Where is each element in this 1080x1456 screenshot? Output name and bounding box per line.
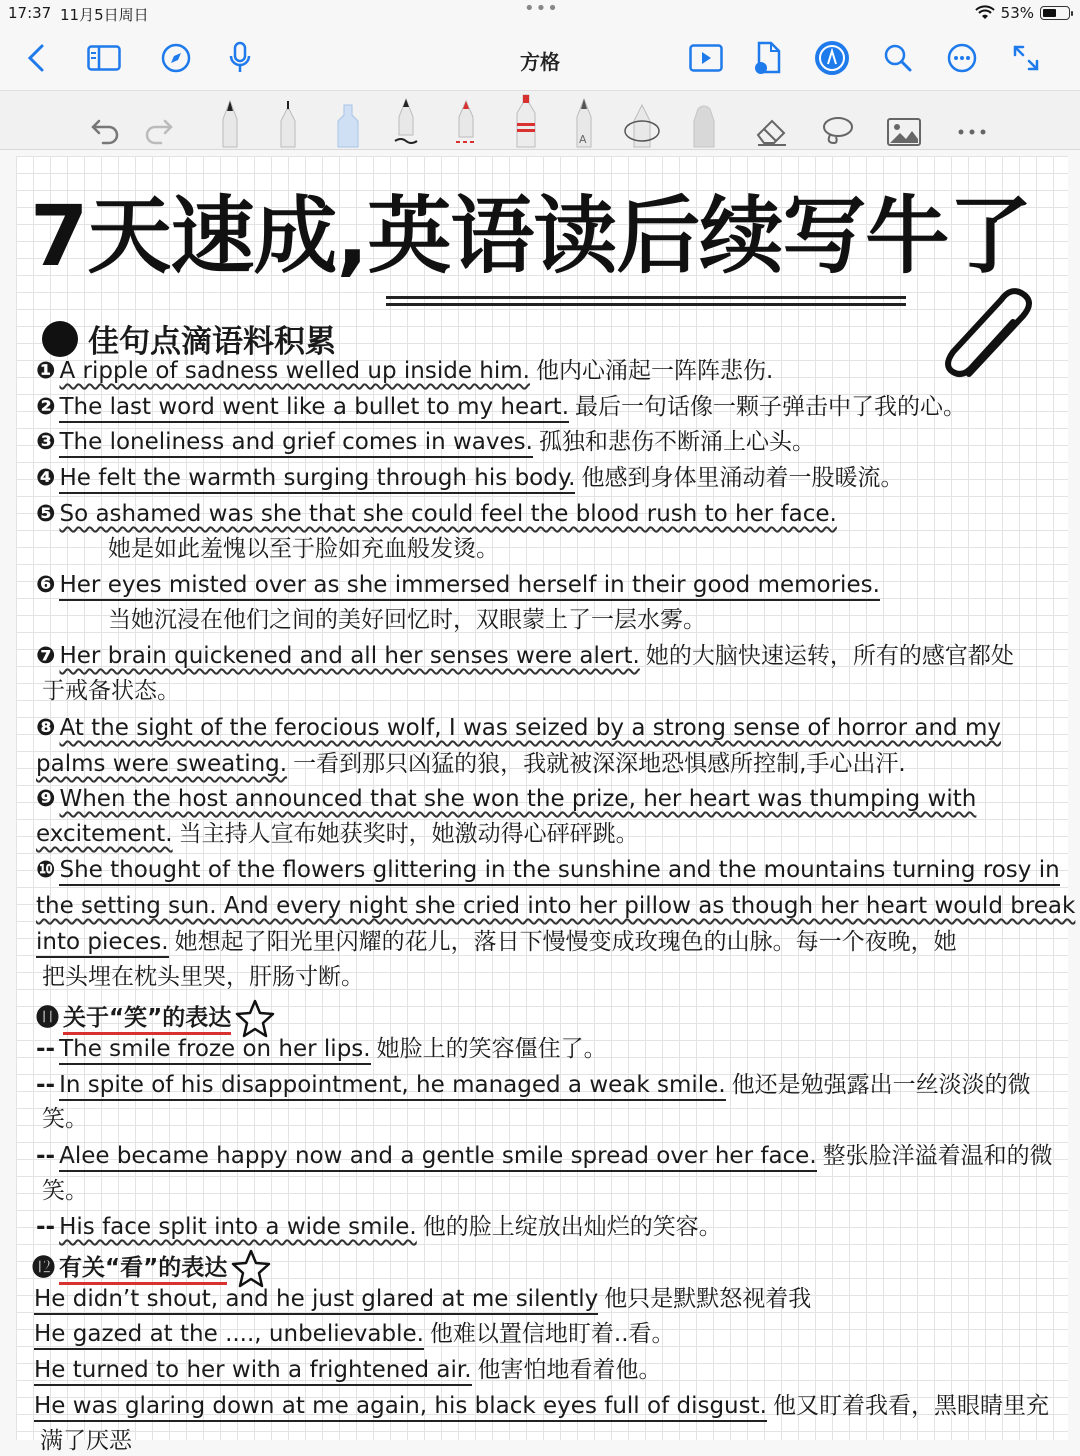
note-line (34, 1284, 811, 1314)
english-sentence: The last word went like a bullet to my heart. (59, 394, 569, 423)
line-number: ⓬ (32, 1254, 55, 1281)
search-icon[interactable] (880, 40, 916, 76)
note-line (34, 1426, 132, 1456)
english-sentence: excitement. (36, 821, 173, 847)
english-sentence: So ashamed was she that she could feel the blood rush to her face. (59, 501, 837, 527)
chinese-translation: 他内心涌起一阵阵悲伤. (535, 358, 774, 384)
note-page[interactable] (16, 156, 1076, 1454)
section-heading (42, 316, 336, 361)
note-line (36, 998, 275, 1038)
line-number: ⓫ (36, 1004, 59, 1031)
undo-icon[interactable] (86, 95, 126, 147)
note-line (36, 927, 957, 957)
note-line (34, 1355, 662, 1385)
chinese-translation: 他害怕地看着他。 (477, 1357, 662, 1383)
toolbar-more-icon[interactable] (952, 95, 992, 147)
chinese-translation: 他的脸上绽放出灿烂的笑容。 (422, 1214, 722, 1240)
note-line (36, 891, 1075, 921)
note-line (36, 1070, 1031, 1100)
note-line (36, 392, 966, 422)
wifi-icon (975, 6, 995, 20)
svg-text:A: A (579, 133, 587, 146)
chinese-translation: 当主持人宣布她获奖时，她激动得心砰砰跳。 (178, 821, 639, 847)
star-icon (235, 998, 275, 1038)
english-sentence: palms were sweating. (36, 751, 288, 777)
note-line (34, 1319, 675, 1349)
chinese-translation: 整张脸洋溢着温和的微 (822, 1143, 1053, 1169)
chinese-translation: 笑。 (42, 1178, 88, 1204)
chinese-translation: 把头埋在枕头里哭，肝肠寸断。 (42, 964, 364, 990)
battery-icon (1040, 6, 1070, 20)
chinese-translation: 满了厌恶 (40, 1428, 132, 1454)
highlighter-icon[interactable] (328, 95, 368, 147)
sidebar-icon[interactable] (86, 40, 122, 76)
section-heading-text: 佳句点滴语料积累 (88, 324, 336, 360)
red-marker-icon[interactable] (506, 95, 546, 147)
line-number: ❷ (36, 394, 56, 420)
multitask-dots[interactable]: ••• (524, 0, 559, 19)
expand-icon[interactable] (1008, 40, 1044, 76)
english-sentence: The smile froze on her lips. (59, 1036, 371, 1065)
chinese-translation: 笑。 (42, 1106, 88, 1132)
note-line (36, 1212, 722, 1242)
fineliner-icon[interactable] (268, 95, 308, 147)
eraser-tip-icon[interactable] (684, 95, 724, 147)
note-line (36, 641, 1014, 671)
english-sentence: the setting sun. And every night she cried into her pillow as though her heart would break (36, 893, 1076, 919)
status-date: 11月5日周日 (60, 6, 149, 24)
chinese-translation: 他难以置信地盯着..看。 (429, 1321, 675, 1347)
microphone-icon[interactable] (222, 40, 258, 76)
chinese-translation: 一看到那只凶猛的狼，我就被深深地恐惧感所控制,手心出汗. (293, 751, 906, 777)
more-icon[interactable] (944, 40, 980, 76)
line-number: ❶ (36, 358, 56, 384)
note-line (36, 749, 906, 779)
english-sentence: into pieces. (36, 929, 169, 958)
note-line (36, 499, 837, 529)
line-number: ❹ (36, 465, 56, 491)
star-icon (231, 1248, 271, 1288)
chinese-translation: 当她沉浸在他们之间的美好回忆时，双眼蒙上了一层水雾。 (108, 607, 706, 633)
line-number: -- (36, 1072, 56, 1098)
pen-circle-icon[interactable] (814, 40, 850, 76)
page-title: 7天速成,英语读后续写牛了 (30, 187, 1032, 285)
line-number: ❿ (36, 857, 56, 883)
english-sentence: He gazed at the ...., unbelievable. (34, 1321, 424, 1350)
pen-icon[interactable] (210, 95, 250, 147)
line-number: ❸ (36, 429, 56, 455)
brush-icon[interactable] (386, 95, 426, 147)
eraser-icon[interactable] (752, 95, 792, 147)
chinese-translation: 最后一句话像一颗子弹击中了我的心。 (575, 394, 966, 420)
chinese-translation: 他感到身体里涌动着一股暖流。 (581, 465, 904, 491)
chinese-translation: 她想起了阳光里闪耀的花儿，落日下慢慢变成玫瑰色的山脉。每一个夜晚，她 (174, 929, 957, 955)
line-number: -- (36, 1143, 56, 1169)
paperclip-icon (931, 286, 1041, 386)
note-line (32, 1248, 271, 1288)
note-line (102, 534, 499, 564)
pencil-icon[interactable] (564, 95, 604, 147)
line-number: ❻ (36, 572, 56, 598)
note-line (36, 570, 880, 600)
english-sentence: At the sight of the ferocious wolf, I was seized by a strong sense of horror and my (59, 715, 1001, 741)
line-number: ❽ (36, 715, 56, 741)
note-line (36, 356, 773, 386)
title-underline-second (386, 303, 906, 306)
english-sentence: Her eyes misted over as she immersed herself in their good memories. (59, 572, 879, 601)
chinese-translation: 她脸上的笑容僵住了。 (376, 1036, 607, 1062)
play-icon[interactable] (688, 40, 724, 76)
note-line (36, 1141, 1053, 1171)
status-time: 17:37 (8, 4, 52, 22)
english-sentence: She thought of the flowers glittering in the sunshine and the mountains turning rosy in (59, 857, 1059, 886)
chinese-translation: 他只是默默怒视着我 (604, 1286, 812, 1312)
english-sentence: A ripple of sadness welled up inside him. (59, 358, 530, 384)
line-number: -- (36, 1036, 56, 1062)
chinese-translation: 她的大脑快速运转，所有的感官都处 (645, 643, 1014, 669)
drawing-toolbar (0, 90, 1080, 150)
compass-icon[interactable] (158, 40, 194, 76)
note-line (36, 713, 1001, 743)
note-line (36, 1104, 88, 1134)
line-number: ❼ (36, 643, 56, 669)
redo-icon[interactable] (138, 95, 178, 147)
note-line (36, 784, 976, 814)
battery-fill (1043, 9, 1056, 17)
chinese-translation: 她是如此羞愧以至于脸如充血般发烫。 (108, 536, 499, 562)
image-icon[interactable] (884, 95, 924, 147)
battery-percent: 53% (1000, 4, 1034, 22)
chinese-translation: 孤独和悲伤不断涌上心头。 (538, 429, 815, 455)
chinese-translation: 他又盯着我看，黑眼睛里充 (772, 1393, 1049, 1419)
lasso-pen-icon[interactable] (622, 95, 662, 147)
english-sentence: When the host announced that she won the prize, her heart was thumping with (59, 786, 977, 812)
subheading-text: 有关“看”的表达 (59, 1255, 227, 1285)
note-line (102, 605, 706, 635)
subheading-text: 关于“笑”的表达 (63, 1005, 231, 1035)
note-line (36, 1176, 88, 1206)
note-line (36, 962, 364, 992)
status-bar (0, 0, 1080, 26)
note-line (36, 855, 1060, 885)
chinese-translation: 于戒备状态。 (42, 678, 180, 704)
english-sentence: Her brain quickened and all her senses were alert. (59, 643, 640, 669)
english-sentence: He was glaring down at me again, his black eyes full of disgust. (34, 1393, 767, 1422)
line-number: ❺ (36, 501, 56, 527)
document-title: 方格 (520, 50, 560, 74)
note-line (36, 1034, 607, 1064)
english-sentence: His face split into a wide smile. (59, 1214, 417, 1240)
line-number: -- (36, 1214, 56, 1240)
line-number: ❾ (36, 786, 56, 812)
bullet-dot-icon (42, 321, 78, 357)
back-icon[interactable] (18, 40, 54, 76)
note-line (36, 463, 903, 493)
note-line (36, 819, 639, 849)
lasso-icon[interactable] (818, 95, 858, 147)
english-sentence: He felt the warmth surging through his body. (59, 465, 575, 494)
english-sentence: He didn’t shout, and he just glared at me silently (34, 1286, 598, 1315)
navigation-bar (0, 26, 1080, 90)
english-sentence: He turned to her with a frightened air. (34, 1357, 472, 1386)
english-sentence: The loneliness and grief comes in waves. (59, 429, 532, 458)
note-line (36, 427, 815, 457)
red-pen-icon[interactable] (446, 95, 486, 147)
title-underline (386, 296, 906, 299)
note-line (36, 676, 180, 706)
note-line (34, 1391, 1049, 1421)
english-sentence: Alee became happy now and a gentle smile spread over her face. (59, 1143, 817, 1172)
english-sentence: In spite of his disappointment, he managed a weak smile. (59, 1072, 726, 1101)
document-icon[interactable] (750, 40, 786, 76)
chinese-translation: 他还是勉强露出一丝淡淡的微 (731, 1072, 1031, 1098)
